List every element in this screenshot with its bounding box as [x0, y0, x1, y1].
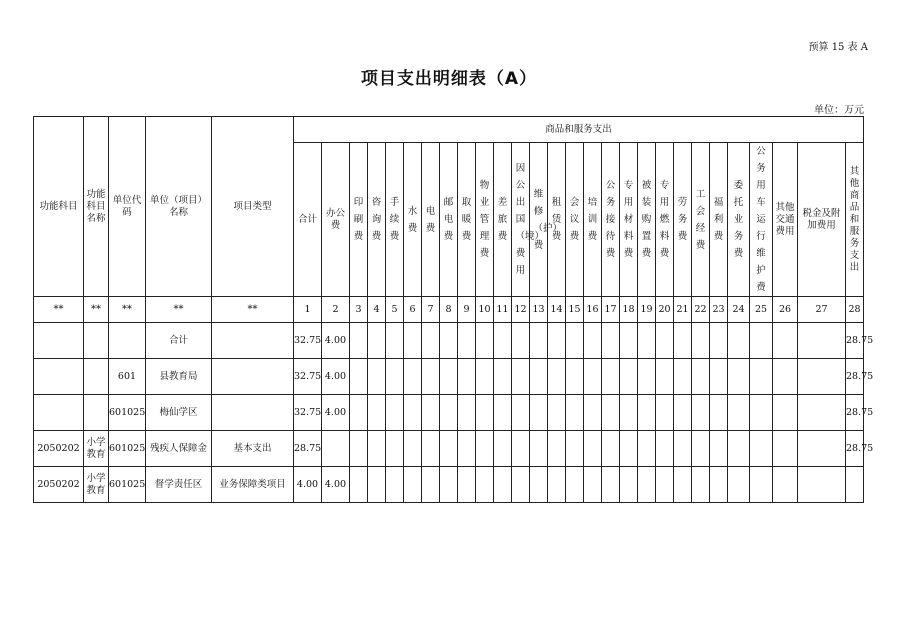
cell-empty [476, 359, 494, 395]
cell-empty [440, 359, 458, 395]
cell-empty [602, 359, 620, 395]
table-number-label: 预算 15 表 A [808, 42, 868, 53]
cell-empty [638, 395, 656, 431]
cell-empty [548, 323, 566, 359]
col-unit-code: 单位代码 [109, 117, 146, 297]
index-number-cell: 26 [773, 297, 798, 323]
cell-other-goods-services [846, 467, 864, 503]
expenditure-table [33, 116, 874, 503]
table-row [34, 467, 864, 503]
cell-empty [368, 323, 386, 359]
cell-empty [386, 431, 404, 467]
cell-empty [773, 395, 798, 431]
cell-empty [548, 467, 566, 503]
cell-empty [548, 395, 566, 431]
cell-empty [458, 431, 476, 467]
index-number-cell: 15 [566, 297, 584, 323]
cell-empty [674, 431, 692, 467]
cell-other-goods-services: 28.75 [846, 431, 864, 467]
index-star-cell: ** [212, 297, 294, 323]
cell-empty [602, 431, 620, 467]
cell-empty [422, 323, 440, 359]
cell-empty [422, 395, 440, 431]
cell-empty [602, 395, 620, 431]
cell-empty [566, 431, 584, 467]
cell-empty [476, 431, 494, 467]
table-row [34, 431, 864, 467]
table-row [34, 323, 864, 359]
index-number-cell: 11 [494, 297, 512, 323]
cell-empty [638, 359, 656, 395]
cell-empty [728, 467, 750, 503]
col-sub-6: 水费 [404, 143, 422, 297]
col-sub-11: 差旅费 [494, 143, 512, 297]
cell-empty [404, 467, 422, 503]
cell-empty [512, 359, 530, 395]
cell-empty [710, 431, 728, 467]
index-number-cell: 13 [530, 297, 548, 323]
cell-empty [404, 431, 422, 467]
cell-empty [368, 395, 386, 431]
cell-empty [750, 431, 773, 467]
cell-unit-name: 梅仙学区 [146, 395, 212, 431]
cell-empty [620, 359, 638, 395]
cell-empty [458, 323, 476, 359]
cell-empty [422, 431, 440, 467]
index-number-cell: 27 [798, 297, 846, 323]
cell-func-code [34, 359, 84, 395]
cell-empty [422, 359, 440, 395]
cell-empty [548, 431, 566, 467]
index-star-cell: ** [109, 297, 146, 323]
header-row-group [34, 117, 864, 143]
col-sub-27: 税金及附加费用 [798, 143, 846, 297]
cell-empty [584, 431, 602, 467]
cell-func-code: 2050202 [34, 467, 84, 503]
col-func-name: 功能科目名称 [84, 117, 109, 297]
col-sub-18: 专用材料费 [620, 143, 638, 297]
cell-empty [476, 467, 494, 503]
cell-unit-code [109, 323, 146, 359]
col-sub-26: 其他交通费用 [773, 143, 798, 297]
cell-empty [620, 467, 638, 503]
cell-unit-name: 残疾人保障金 [146, 431, 212, 467]
cell-empty [620, 323, 638, 359]
cell-empty [494, 359, 512, 395]
table-row [34, 395, 864, 431]
cell-total: 4.00 [294, 467, 322, 503]
col-sub-25: 公务用车运行维护费 [750, 143, 773, 297]
table-row [34, 359, 864, 395]
index-number-cell: 24 [728, 297, 750, 323]
col-sub-13: 维修（护）费 [530, 143, 548, 297]
cell-office-fee: 4.00 [322, 395, 350, 431]
cell-empty [386, 395, 404, 431]
index-number-cell: 18 [620, 297, 638, 323]
index-number-cell: 12 [512, 297, 530, 323]
cell-unit-code: 601025 [109, 431, 146, 467]
cell-empty [494, 467, 512, 503]
cell-empty [494, 323, 512, 359]
col-func-subject: 功能科目 [34, 117, 84, 297]
cell-empty [620, 395, 638, 431]
col-sub-14: 租赁费 [548, 143, 566, 297]
cell-empty [602, 467, 620, 503]
col-sub-19: 被装购置费 [638, 143, 656, 297]
index-number-cell: 23 [710, 297, 728, 323]
cell-empty [656, 467, 674, 503]
cell-empty [638, 323, 656, 359]
cell-project-type [212, 395, 294, 431]
cell-empty [773, 323, 798, 359]
cell-empty [404, 359, 422, 395]
cell-empty [476, 323, 494, 359]
cell-empty [350, 359, 368, 395]
cell-empty [798, 467, 846, 503]
cell-empty [530, 431, 548, 467]
cell-office-fee [322, 431, 350, 467]
cell-empty [386, 359, 404, 395]
cell-empty [368, 431, 386, 467]
cell-func-code [34, 395, 84, 431]
cell-empty [656, 395, 674, 431]
cell-empty [692, 431, 710, 467]
cell-empty [773, 431, 798, 467]
cell-unit-name: 合计 [146, 323, 212, 359]
group-goods-services: 商品和服务支出 [294, 117, 864, 143]
cell-empty [512, 431, 530, 467]
index-number-cell: 8 [440, 297, 458, 323]
cell-other-goods-services: 28.75 [846, 359, 864, 395]
cell-empty [422, 467, 440, 503]
col-sub-5: 手续费 [386, 143, 404, 297]
cell-empty [512, 395, 530, 431]
index-star-cell: ** [84, 297, 109, 323]
cell-empty [620, 431, 638, 467]
cell-empty [692, 359, 710, 395]
cell-empty [512, 323, 530, 359]
cell-empty [350, 323, 368, 359]
cell-empty [728, 323, 750, 359]
cell-empty [692, 323, 710, 359]
index-row [34, 297, 864, 323]
index-number-cell: 28 [846, 297, 864, 323]
cell-empty [584, 359, 602, 395]
cell-empty [350, 431, 368, 467]
cell-empty [566, 467, 584, 503]
cell-empty [798, 359, 846, 395]
index-number-cell: 22 [692, 297, 710, 323]
cell-empty [674, 395, 692, 431]
cell-office-fee: 4.00 [322, 323, 350, 359]
cell-other-goods-services: 28.75 [846, 323, 864, 359]
cell-empty [750, 395, 773, 431]
cell-empty [530, 323, 548, 359]
col-sub-21: 劳务费 [674, 143, 692, 297]
col-sub-1: 合计 [294, 143, 322, 297]
cell-empty [440, 467, 458, 503]
cell-project-type: 业务保障类项目 [212, 467, 294, 503]
cell-empty [512, 467, 530, 503]
cell-empty [656, 359, 674, 395]
unit-label: 单位：万元 [814, 105, 864, 116]
col-sub-24: 委托业务费 [728, 143, 750, 297]
cell-empty [494, 431, 512, 467]
cell-empty [773, 467, 798, 503]
cell-unit-name: 督学责任区 [146, 467, 212, 503]
index-number-cell: 20 [656, 297, 674, 323]
col-sub-2: 办公费 [322, 143, 350, 297]
cell-empty [404, 323, 422, 359]
index-number-cell: 6 [404, 297, 422, 323]
cell-empty [750, 359, 773, 395]
cell-empty [440, 323, 458, 359]
col-sub-4: 咨询费 [368, 143, 386, 297]
cell-empty [692, 467, 710, 503]
cell-office-fee: 4.00 [322, 467, 350, 503]
page-title: 项目支出明细表（A） [360, 69, 538, 89]
cell-empty [656, 323, 674, 359]
cell-empty [750, 323, 773, 359]
cell-empty [692, 395, 710, 431]
cell-office-fee: 4.00 [322, 359, 350, 395]
index-number-cell: 19 [638, 297, 656, 323]
cell-empty [798, 395, 846, 431]
cell-empty [548, 359, 566, 395]
cell-unit-name: 县教育局 [146, 359, 212, 395]
col-sub-7: 电费 [422, 143, 440, 297]
cell-empty [798, 323, 846, 359]
cell-empty [530, 359, 548, 395]
cell-unit-code: 601025 [109, 395, 146, 431]
cell-project-type: 基本支出 [212, 431, 294, 467]
cell-total: 28.75 [294, 431, 322, 467]
cell-empty [584, 467, 602, 503]
index-number-cell: 16 [584, 297, 602, 323]
cell-func-code [34, 323, 84, 359]
cell-empty [566, 359, 584, 395]
cell-empty [350, 467, 368, 503]
index-number-cell: 4 [368, 297, 386, 323]
cell-empty [710, 323, 728, 359]
cell-func-name [84, 359, 109, 395]
cell-empty [674, 323, 692, 359]
cell-empty [638, 467, 656, 503]
index-number-cell: 14 [548, 297, 566, 323]
cell-project-type [212, 359, 294, 395]
col-project-type: 项目类型 [212, 117, 294, 297]
cell-empty [728, 359, 750, 395]
cell-empty [584, 323, 602, 359]
cell-func-name: 小学教育 [84, 467, 109, 503]
cell-project-type [212, 323, 294, 359]
col-sub-20: 专用燃料费 [656, 143, 674, 297]
cell-empty [530, 467, 548, 503]
cell-empty [458, 359, 476, 395]
cell-total: 32.75 [294, 323, 322, 359]
cell-empty [674, 359, 692, 395]
cell-empty [530, 395, 548, 431]
index-number-cell: 2 [322, 297, 350, 323]
cell-func-name [84, 395, 109, 431]
col-sub-10: 物业管理费 [476, 143, 494, 297]
cell-empty [773, 359, 798, 395]
col-sub-9: 取暖费 [458, 143, 476, 297]
cell-func-code: 2050202 [34, 431, 84, 467]
cell-other-goods-services: 28.75 [846, 395, 864, 431]
cell-empty [728, 431, 750, 467]
cell-empty [602, 323, 620, 359]
col-sub-28: 其他商品和服务支出 [846, 143, 864, 297]
col-sub-23: 福利费 [710, 143, 728, 297]
cell-empty [404, 395, 422, 431]
index-star-cell: ** [34, 297, 84, 323]
cell-empty [566, 323, 584, 359]
index-number-cell: 21 [674, 297, 692, 323]
cell-empty [638, 431, 656, 467]
col-sub-17: 公务接待费 [602, 143, 620, 297]
cell-empty [458, 467, 476, 503]
cell-unit-code: 601 [109, 359, 146, 395]
index-number-cell: 5 [386, 297, 404, 323]
cell-empty [494, 395, 512, 431]
cell-empty [368, 359, 386, 395]
cell-empty [728, 395, 750, 431]
index-number-cell: 10 [476, 297, 494, 323]
col-sub-8: 邮电费 [440, 143, 458, 297]
cell-empty [798, 431, 846, 467]
col-sub-3: 印刷费 [350, 143, 368, 297]
col-unit-name: 单位（项目）名称 [146, 117, 212, 297]
col-sub-12: 因公出国（境）费用 [512, 143, 530, 297]
cell-empty [656, 431, 674, 467]
cell-empty [674, 467, 692, 503]
cell-empty [440, 395, 458, 431]
col-sub-15: 会议费 [566, 143, 584, 297]
cell-empty [386, 467, 404, 503]
cell-empty [710, 395, 728, 431]
index-number-cell: 3 [350, 297, 368, 323]
index-number-cell: 25 [750, 297, 773, 323]
cell-func-name: 小学教育 [84, 431, 109, 467]
index-number-cell: 7 [422, 297, 440, 323]
cell-empty [350, 395, 368, 431]
cell-total: 32.75 [294, 359, 322, 395]
index-number-cell: 9 [458, 297, 476, 323]
cell-empty [710, 359, 728, 395]
cell-empty [710, 467, 728, 503]
index-number-cell: 17 [602, 297, 620, 323]
cell-empty [368, 467, 386, 503]
cell-empty [386, 323, 404, 359]
cell-empty [476, 395, 494, 431]
col-sub-16: 培训费 [584, 143, 602, 297]
cell-total: 32.75 [294, 395, 322, 431]
cell-empty [458, 395, 476, 431]
index-number-cell: 1 [294, 297, 322, 323]
cell-empty [566, 395, 584, 431]
cell-empty [750, 467, 773, 503]
col-sub-22: 工会经费 [692, 143, 710, 297]
cell-empty [440, 431, 458, 467]
cell-func-name [84, 323, 109, 359]
index-star-cell: ** [146, 297, 212, 323]
cell-empty [584, 395, 602, 431]
cell-unit-code: 601025 [109, 467, 146, 503]
